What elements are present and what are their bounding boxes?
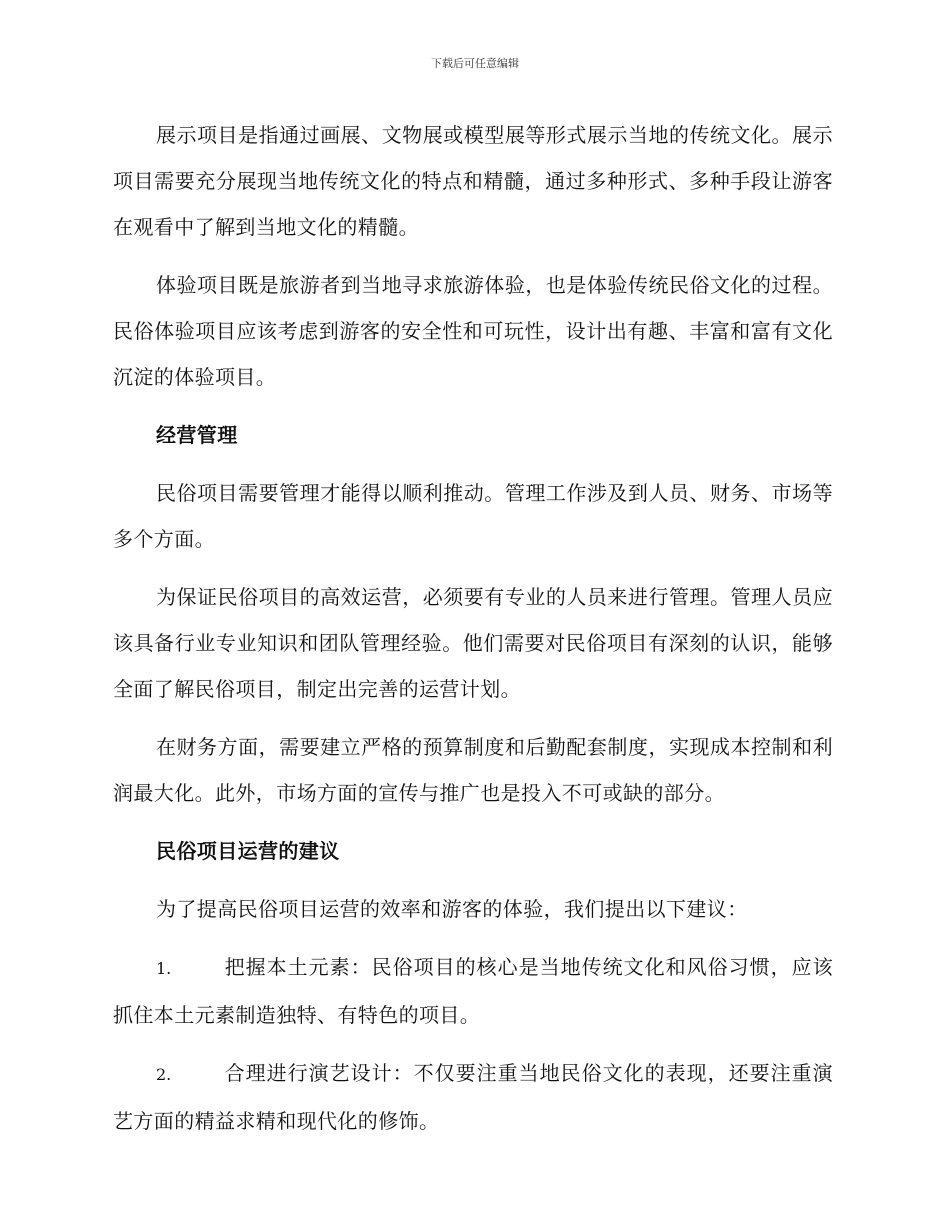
paragraph-suggestions-intro: 为了提高民俗项目运营的效率和游客的体验，我们提出以下建议： (156, 897, 748, 921)
list-text: 合理进行演艺设计：不仅要注重当地民俗文化的表现，还要注重演艺方面的精益求精和现代化的修饰。 (113, 1061, 833, 1133)
paragraph-exhibition: 展示项目是指通过画展、文物展或模型展等形式展示当地的传统文化。展示项目需要充分展现当地传统文化的特点和精髓，通过多种形式、多种手段让游客在观看中了解到当地文化的精髓。 (113, 123, 833, 239)
list-item (113, 944, 833, 1038)
paragraph-finance: 在财务方面，需要建立严格的预算制度和后勤配套制度，实现成本控制和利润最大化。此外，市场方面的宣传与推广也是投入不可或缺的部分。 (113, 735, 833, 805)
paragraph-management-intro: 民俗项目需要管理才能得以顺利推动。管理工作涉及到人员、财务、市场等多个方面。 (113, 481, 833, 551)
paragraph-experience: 体验项目既是旅游者到当地寻求旅游体验，也是体验传统民俗文化的过程。民俗体验项目应该考虑到游客的安全性和可玩性，设计出有趣、丰富和富有文化沉淀的体验项目。 (113, 273, 833, 389)
list-item (113, 1050, 833, 1144)
document-body (113, 112, 833, 1156)
list-text: 把握本土元素：民俗项目的核心是当地传统文化和风俗习惯，应该抓住本土元素制造独特、有特色的项目。 (113, 955, 833, 1027)
paragraph-staff: 为保证民俗项目的高效运营，必须要有专业的人员来进行管理。管理人员应该具备行业专业知识和团队管理经验。他们需要对民俗项目有深刻的认识，能够全面了解民俗项目，制定出完善的运营计划。 (113, 585, 833, 701)
section-heading-management: 经营管理 (156, 423, 238, 447)
list-number: 1. (156, 959, 172, 978)
section-heading-suggestions: 民俗项目运营的建议 (156, 839, 340, 863)
page-header: 下载后可任意编辑 (431, 57, 519, 70)
list-number: 2. (156, 1065, 172, 1084)
